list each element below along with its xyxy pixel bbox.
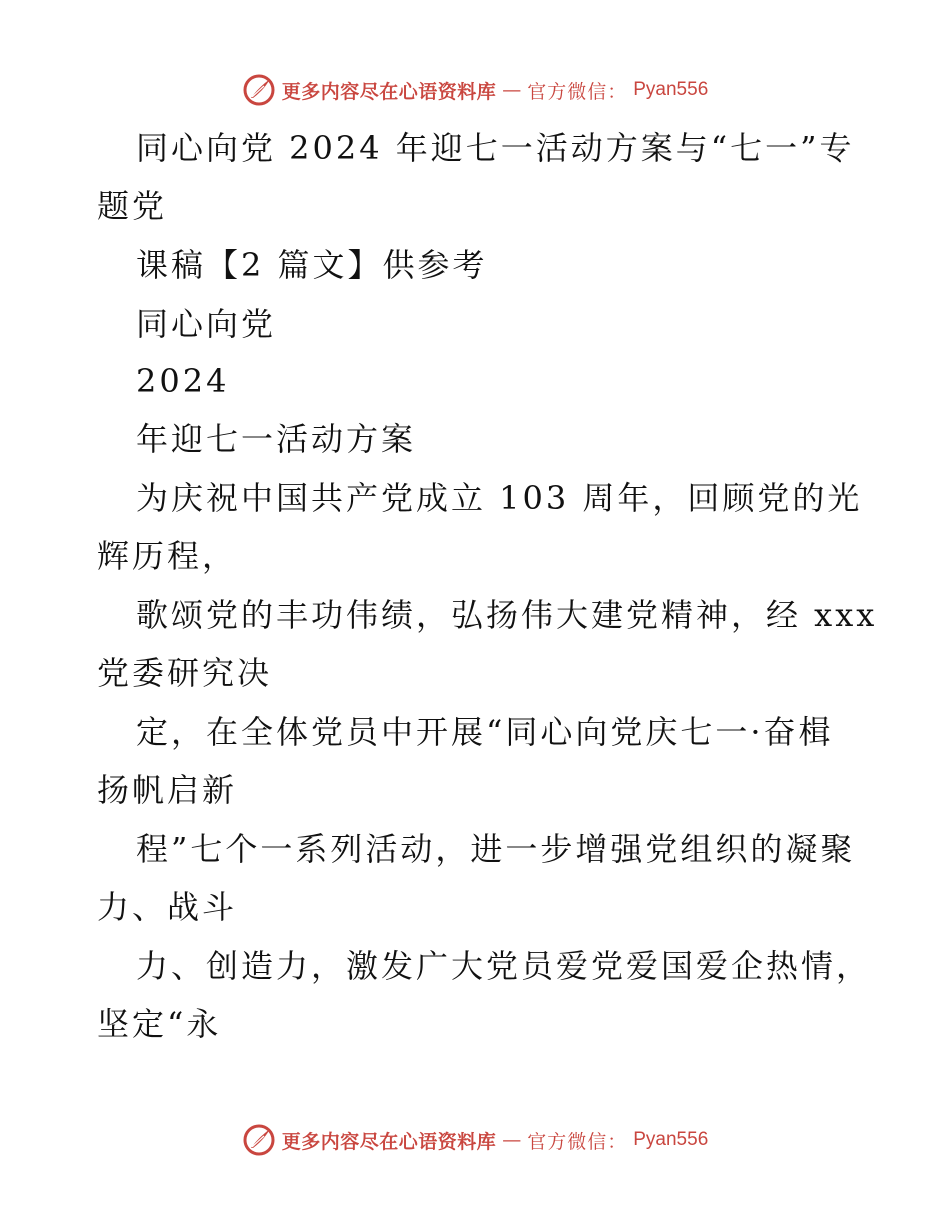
watermark-wechat-id: Pyan556 (633, 79, 709, 100)
watermark-label: 官方微信： (527, 1130, 628, 1153)
watermark-text: 更多内容尽在心语资料库 (281, 1130, 497, 1153)
text-line: 歌颂党的丰功伟绩，弘扬伟大建党精神，经 xxx (136, 596, 878, 634)
text-line: 程”七个一系列活动，进一步增强党组织的凝聚 (136, 830, 856, 868)
text-line: 2024 (136, 362, 230, 400)
text-line: 同心向党 (136, 305, 277, 343)
text-line: 扬帆启新 (97, 771, 238, 809)
text-line: 课稿【2 篇文】供参考 (136, 246, 488, 284)
watermark-wechat-id: Pyan556 (633, 1129, 709, 1150)
watermark-group (242, 73, 709, 107)
text-line: 为庆祝中国共产党成立 103 周年，回顾党的光 (136, 479, 863, 517)
text-line: 力、战斗 (97, 888, 238, 926)
watermark-separator: — (502, 79, 522, 101)
text-line: 坚定“永 (97, 1005, 222, 1043)
text-line: 同心向党 2024 年迎七一活动方案与“七一”专 (136, 129, 855, 167)
watermark-text: 更多内容尽在心语资料库 (281, 80, 497, 103)
text-line: 年迎七一活动方案 (136, 420, 417, 458)
watermark-group (242, 1123, 709, 1157)
text-line: 定，在全体党员中开展“同心向党庆七一·奋楫 (136, 713, 834, 751)
text-line: 题党 (97, 187, 168, 225)
feather-pen-circle-icon (242, 73, 276, 107)
text-line: 辉历程， (97, 537, 238, 575)
footer-watermark (0, 1120, 950, 1160)
text-line: 力、创造力，激发广大党员爱党爱国爱企热情， (136, 947, 872, 985)
feather-pen-circle-icon (242, 1123, 276, 1157)
watermark-label: 官方微信： (527, 80, 628, 103)
watermark-separator: — (502, 1129, 522, 1151)
text-line: 党委研究决 (97, 654, 273, 692)
header-watermark (0, 70, 950, 110)
